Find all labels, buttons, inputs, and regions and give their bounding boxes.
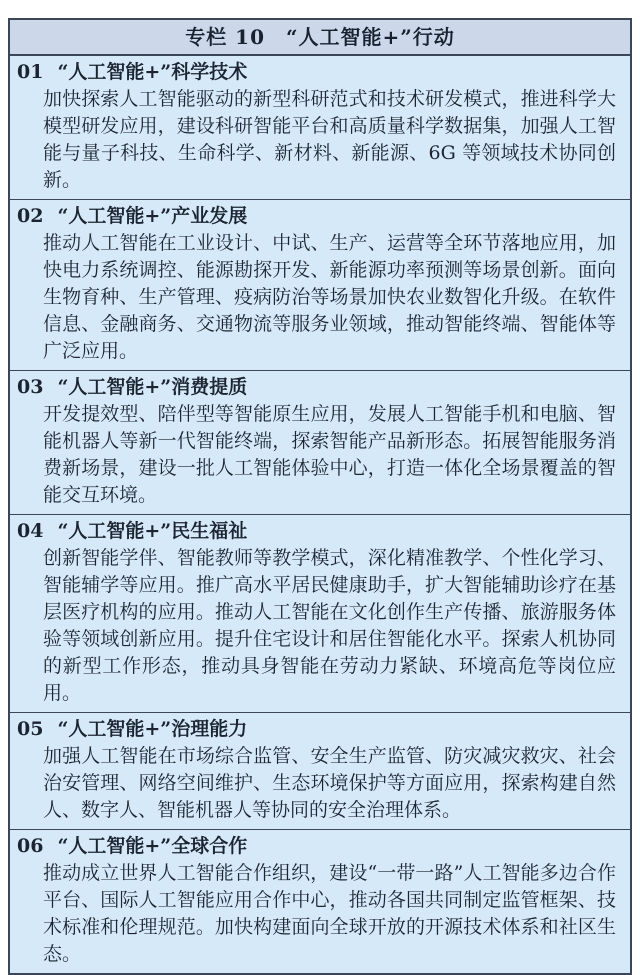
box-header	[10, 20, 630, 56]
section-body-text: 推动成立世界人工智能合作组织，建设“一带一路”人工智能多边合作平台、国际人工智能应用合作中心，推动各国共同制定监管框架、技术标准和伦理规范。加快构建面向全球开放的开源技术体系和社区生态。	[43, 862, 616, 965]
section-title: “人工智能+”科学技术	[57, 61, 248, 83]
section	[10, 370, 630, 514]
section-title: “人工智能+”民生福祉	[57, 520, 248, 542]
section-title-row	[17, 833, 616, 860]
section-number: 06	[17, 835, 44, 857]
section-title: “人工智能+”全球合作	[57, 835, 248, 857]
section	[10, 199, 630, 370]
section	[10, 514, 630, 712]
box-body	[10, 56, 630, 973]
section-number: 04	[17, 520, 44, 542]
section-body-text: 推动人工智能在工业设计、中试、生产、运营等全环节落地应用，加快电力系统调控、能源勘探开发、新能源功率预测等场景创新。面向生物育种、生产管理、疫病防治等场景加快农业数智化升级。在软件信息、金融商务、交通物流等服务业领域，推动智能终端、智能体等广泛应用。	[43, 232, 616, 362]
section-title-row	[17, 716, 616, 743]
section-body-text: 创新智能学伴、智能教师等教学模式，深化精准教学、个性化学习、智能辅学等应用。推广高水平居民健康助手，扩大智能辅助诊疗在基层医疗机构的应用。推动人工智能在文化创作生产传播、旅游服务体验等领域创新应用。提升住宅设计和居住智能化水平。探索人机协同的新型工作形态，推动具身智能在劳动力紧缺、环境高危等岗位应用。	[43, 547, 616, 704]
section-title: “人工智能+”产业发展	[57, 205, 248, 227]
section-body-text: 加强人工智能在市场综合监管、安全生产监管、防灾减灾救灾、社会治安管理、网络空间维护、生态环境保护等方面应用，探索构建自然人、数字人、智能机器人等协同的安全治理体系。	[43, 745, 616, 821]
section	[10, 829, 630, 973]
section-title-row	[17, 203, 616, 230]
section-body-text: 加快探索人工智能驱动的新型科研范式和技术研发模式，推进科学大模型研发应用，建设科研智能平台和高质量科学数据集，加强人工智能与量子科技、生命科学、新材料、新能源、6G 等领域技术协同创新。	[43, 88, 616, 191]
section-title-row	[17, 518, 616, 545]
column-box	[8, 18, 632, 975]
section	[10, 712, 630, 829]
box-title: 专栏 10 “人工智能+”行动	[185, 25, 455, 49]
section-number: 01	[17, 61, 44, 83]
section-number: 03	[17, 376, 44, 398]
section-number: 02	[17, 205, 44, 227]
section-title: “人工智能+”消费提质	[57, 376, 248, 398]
section-number: 05	[17, 718, 44, 740]
section-title: “人工智能+”治理能力	[57, 718, 248, 740]
section-title-row	[17, 59, 616, 86]
section-body-text: 开发提效型、陪伴型等智能原生应用，发展人工智能手机和电脑、智能机器人等新一代智能终端，探索智能产品新形态。拓展智能服务消费新场景，建设一批人工智能体验中心，打造一体化全场景覆盖的智能交互环境。	[43, 403, 616, 506]
section-title-row	[17, 374, 616, 401]
section	[10, 56, 630, 199]
